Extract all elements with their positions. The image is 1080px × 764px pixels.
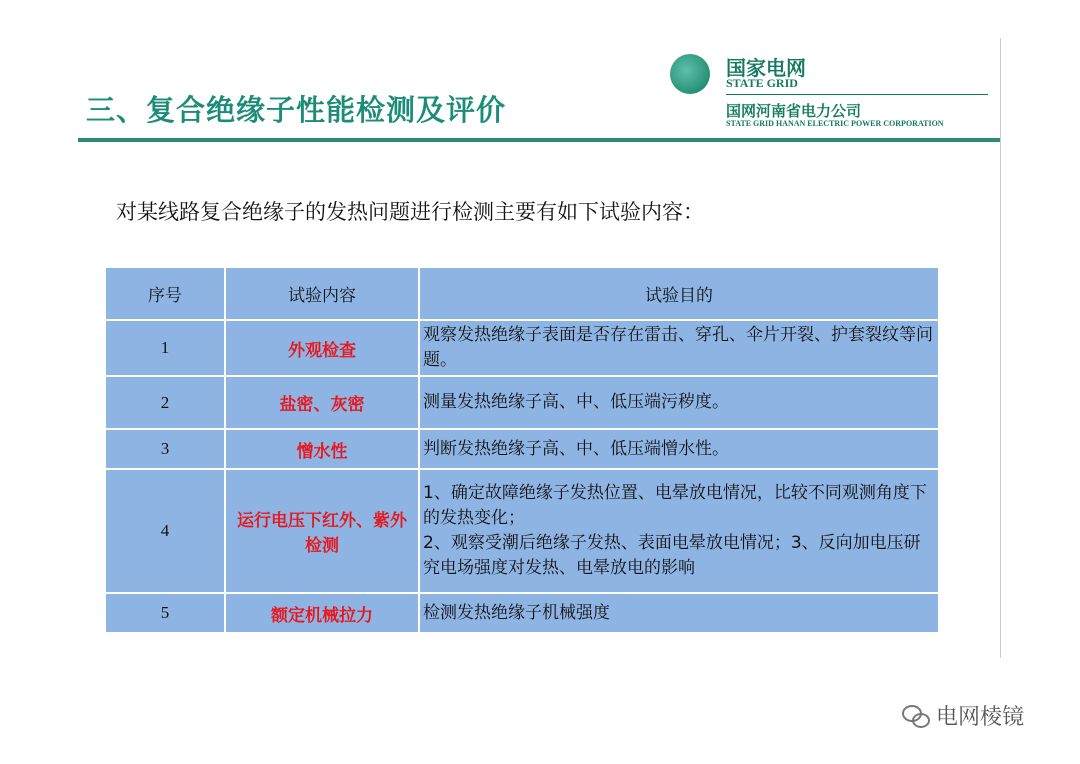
table-row bbox=[105, 320, 939, 376]
logo-cn: 国家电网 bbox=[726, 56, 806, 80]
row-item: 运行电压下红外、紫外检测 bbox=[225, 469, 419, 593]
row-item: 外观检查 bbox=[225, 320, 419, 376]
row-purpose: 测量发热绝缘子高、中、低压端污秽度。 bbox=[419, 376, 939, 429]
logo-sub-en: STATE GRID HANAN ELECTRIC POWER CORPORATION bbox=[726, 119, 944, 128]
row-item: 额定机械拉力 bbox=[225, 593, 419, 633]
row-no: 3 bbox=[105, 429, 225, 469]
row-purpose: 检测发热绝缘子机械强度 bbox=[419, 593, 939, 633]
header-cell: 序号 bbox=[105, 267, 225, 320]
page-edge-line bbox=[1000, 38, 1001, 658]
table-row bbox=[105, 376, 939, 429]
table-row bbox=[105, 593, 939, 633]
row-item: 盐密、灰密 bbox=[225, 376, 419, 429]
row-purpose: 观察发热绝缘子表面是否存在雷击、穿孔、伞片开裂、护套裂纹等问题。 bbox=[419, 320, 939, 376]
header-cell: 试验内容 bbox=[225, 267, 419, 320]
watermark-text: 电网棱镜 bbox=[936, 705, 1025, 730]
logo-sub-cn: 国网河南省电力公司 bbox=[726, 102, 862, 120]
title-divider bbox=[78, 138, 1000, 142]
row-purpose: 判断发热绝缘子高、中、低压端憎水性。 bbox=[419, 429, 939, 469]
table-row bbox=[105, 469, 939, 593]
table-row bbox=[105, 429, 939, 469]
row-purpose: 1、确定故障绝缘子发热位置、电晕放电情况，比较不同观测角度下的发热变化； 2、观察受潮后绝缘子发热、表面电晕放电情况；3、反向加电压研究电场强度对发热、电晕放电的影响 bbox=[419, 469, 939, 593]
globe-icon bbox=[670, 54, 710, 94]
header-cell: 试验目的 bbox=[419, 267, 939, 320]
slide-title: 三、复合绝缘子性能检测及评价 bbox=[86, 93, 507, 127]
wechat-icon bbox=[902, 705, 930, 727]
row-no: 1 bbox=[105, 320, 225, 376]
intro-text: 对某线路复合绝缘子的发热问题进行检测主要有如下试验内容： bbox=[116, 200, 704, 224]
watermark bbox=[902, 700, 1024, 731]
table-header-row bbox=[105, 267, 939, 320]
state-grid-logo bbox=[670, 52, 990, 132]
test-table bbox=[104, 266, 940, 634]
row-no: 4 bbox=[105, 469, 225, 593]
logo-rule bbox=[726, 94, 988, 95]
row-item: 憎水性 bbox=[225, 429, 419, 469]
row-no: 5 bbox=[105, 593, 225, 633]
row-no: 2 bbox=[105, 376, 225, 429]
logo-en: STATE GRID bbox=[726, 76, 798, 90]
